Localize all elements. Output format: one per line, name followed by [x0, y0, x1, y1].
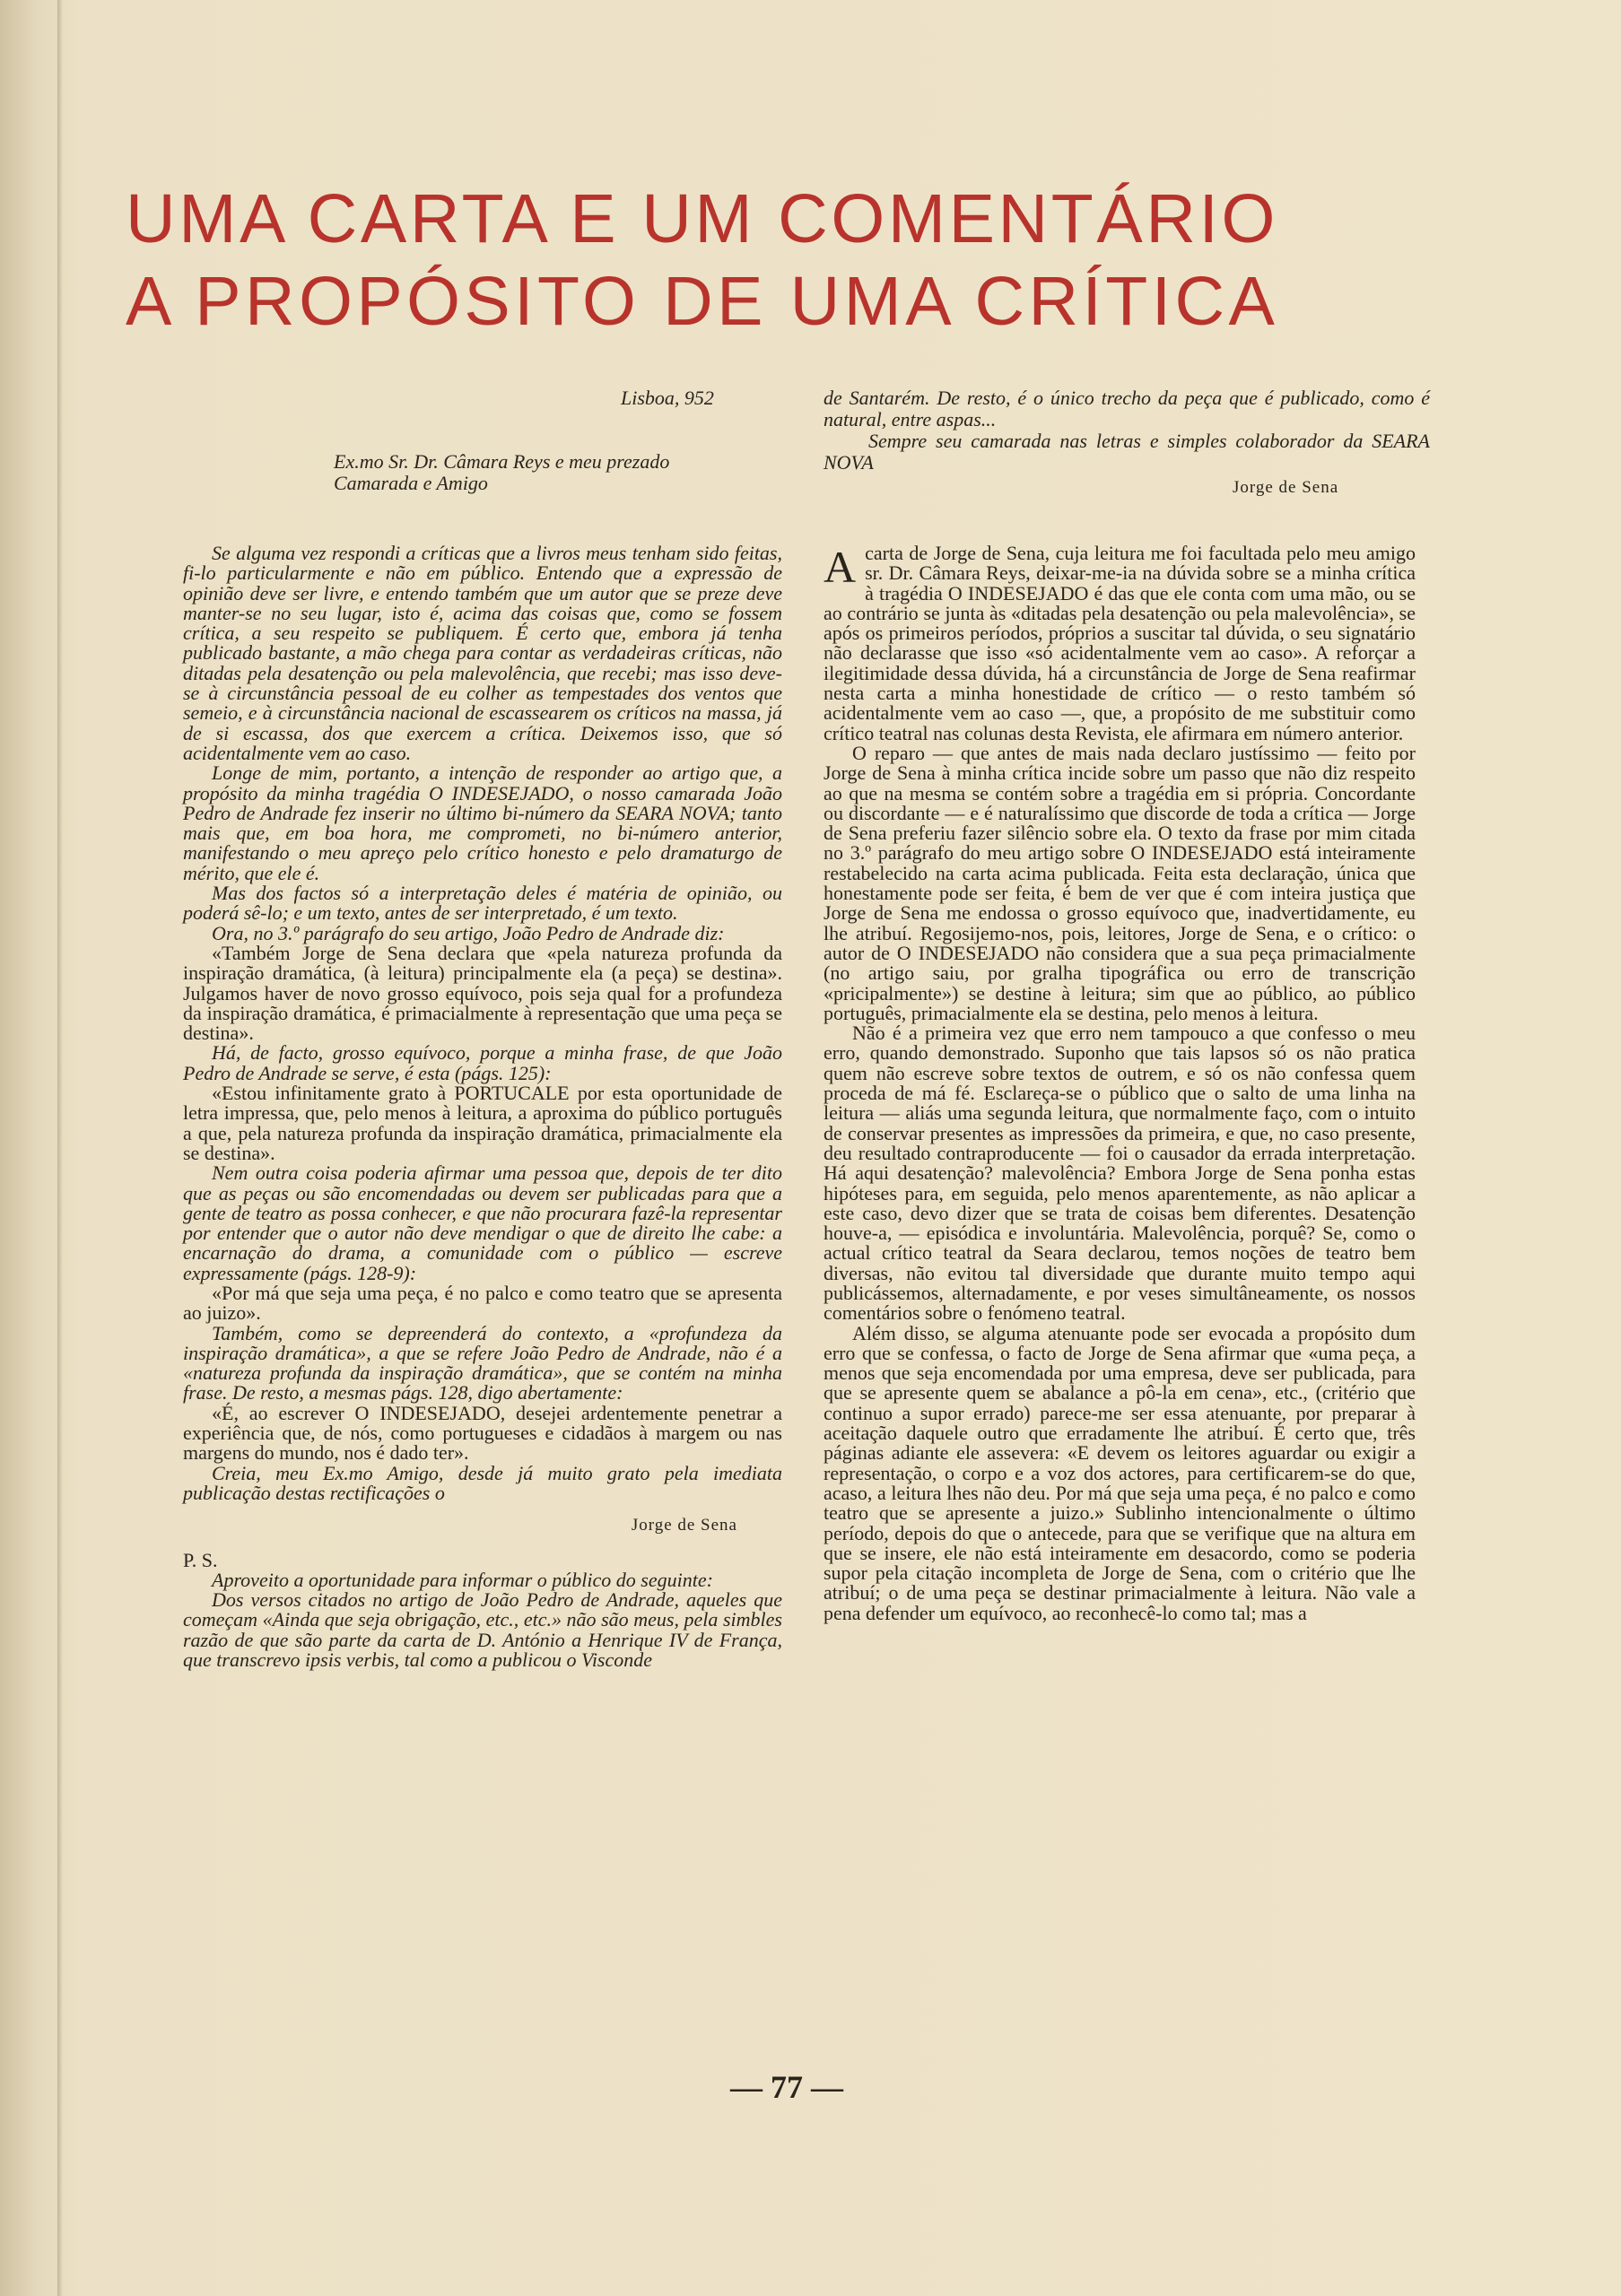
salutation-line-1: Ex.mo Sr. Dr. Câmara Reys e meu prezado: [334, 450, 670, 473]
letter-paragraph: Há, de facto, grosso equívoco, porque a minha frase, de que João Pedro de Andrade se serve, é esta (págs. 125):: [183, 1041, 782, 1084]
binding-gutter: [57, 0, 63, 2296]
letter-signature: Jorge de Sena: [631, 1516, 737, 1535]
letter-paragraph: Ora, no 3.º parágrafo do seu artigo, João Pedro de Andrade diz:: [212, 921, 725, 944]
commentary-column: [824, 544, 1416, 1623]
commentary-paragraph: Além disso, se alguma atenuante pode ser evocada a propósito dum erro que se confessa, o facto de Jorge de Sena afirmar que «uma peça, a menos que seja encomendada por uma empresa, deve ser publicada, para que se apresente quem se abalance a pô-la em cena», etc., (critério que continuo a supor errado) parece-me ser essa atenuante, por preparar à aceitação daquele outro que erradamente lhe atribuí. É certo que, três páginas adiante ele assevera: «E devem os leitores aguardar ou exigir a representação, o corpo e a voz dos actores, para certificarem-se do que, acaso, a leitura lhes não deu. Por má que seja uma peça, é no palco e como teatro que se apresente a juizo.» Sublinho intencionalmente o último período, depois do que o antecede, para que se verifique que na altura em que se insere, ele não está inteiramente em desacordo, como se poderia supor pela citação incompleta de Jorge de Sena, com o critério que lhe atribuí; o de uma peça se destinar primacialmente à leitura. Não vale a pena defender um equívoco, ao reconhecê-lo como tal; mas a: [824, 1321, 1416, 1624]
letter-column: [183, 544, 782, 1670]
letter-paragraph: Nem outra coisa poderia afirmar uma pessoa que, depois de ter dito que as peças ou são encomendadas ou devem ser publicadas para que a gente de teatro as possa conhecer, e que não procurara fazê-la representar por entender que o autor não deve mendigar o que de direito lhe cabe: a encarnação do drama, a comunidade com o público — escreve expressamente (págs. 128-9):: [183, 1161, 782, 1284]
title-line-1: UMA CARTA E UM COMENTÁRIO: [126, 180, 1279, 257]
letter-place-date: Lisboa, 952: [621, 387, 714, 409]
letter-continuation: [824, 387, 1430, 474]
continuation-text: de Santarém. De resto, é o único trecho da peça que é publicado, como é natural, entre aspas...: [824, 387, 1430, 430]
letter-paragraph: Longe de mim, portanto, a intenção de responder ao artigo que, a propósito da minha tragédia O INDESEJADO, o nosso camarada João Pedro de Andrade fez inserir no último bi-número da SEARA NOVA; tanto mais que, em boa hora, me comprometi, no bi-número anterior, manifestando o meu apreço pelo crítico honesto e pelo dramaturgo de mérito, que ele é.: [183, 761, 782, 884]
commentary-paragraph: [824, 544, 1416, 744]
letter-paragraph: Se alguma vez respondi a críticas que a livros meus tenham sido feitas, fi-lo particularmente e não em público. Entendo que a expressão de opinião deve ser livre, e entendo também que um autor que se preze deve manter-se no seu lugar, isto é, acima das coisas que, como se fossem crítica, a seu respeito se publiquem. É certo que, embora já tenha publicado bastante, a mão chega para contar as verdadeiras críticas, não ditadas pela desatenção ou pela malevolência, que recebi; mas isso deve-se à circunstância pessoal de eu colher as tempestades dos ventos que semeio, e à circunstância nacional de escassearem os críticos na massa, já de si escassa, dos que exercem a crítica. Deixemos isso, que só acidentalmente vem ao caso.: [183, 542, 782, 764]
ps-label: P. S.: [183, 1548, 218, 1571]
letter-quote: «É, ao escrever O INDESEJADO, desejei ardentemente penetrar a experiência que, de nós, como portugueses e cidadãos à margem ou nas margens do mundo, nos é dado ter».: [183, 1401, 782, 1465]
commentary-text: carta de Jorge de Sena, cuja leitura me foi facultada pelo meu amigo sr. Dr. Câmara Reys, deixar-me-ia na dúvida sobre se a minha crítica à tragédia O INDESEJADO é das que ele conta com uma mão, ou se ao contrário se junta às «ditadas pela desatenção ou pela malevolência», se após os primeiros períodos, próprios a suscitar tal dúvida, o seu signatário não declarasse que isso «só acidentalmente vem ao caso». A reforçar a ilegitimidade dessa dúvida, há a circunstância de Jorge de Sena reafirmar nesta carta a minha honestidade de crítico — o resto também só acidentalmente vem ao caso —, que, a propósito de me substituir como crítico teatral nas colunas desta Revista, ele afirmara em número anterior.: [824, 542, 1416, 744]
letter-paragraph: Também, como se depreenderá do contexto, a «profundeza da inspiração dramática», a que se refere João Pedro de Andrade, não é a «natureza profunda da inspiração dramática», que se contém na minha frase. De resto, a mesmas págs. 128, digo abertamente:: [183, 1321, 782, 1405]
letter-quote: «Estou infinitamente grato à PORTUCALE por esta oportunidade de letra impressa, que, pelo menos à leitura, a aproxima do público português a que, pela natureza profunda da inspiração dramática, primacialmente ela se destina».: [183, 1082, 782, 1164]
drop-cap: A: [824, 542, 857, 592]
letter-quote: «Também Jorge de Sena declara que «pela natureza profunda da inspiração dramática, (à leitura) principalmente ela (a peça) se destina». Julgamos haver de novo grosso equívoco, pois seja qual for a profundeza da inspiração dramática, é primacialmente à representação que uma peça se destina».: [183, 941, 782, 1045]
commentary-paragraph: O reparo — que antes de mais nada declaro justíssimo — feito por Jorge de Sena à minha crítica incide sobre um passo que não diz respeito ao que na mesma se contém sobre a tragédia em si própria. Concordante ou discordante — e é naturalíssimo que discorde de toda a crítica — Jorge de Sena preferiu fazer silêncio sobre ela. O texto da frase por mim citada no 3.º parágrafo do meu artigo sobre O INDESEJADO está inteiramente restabelecido na carta acima publicada. Feita esta declaração, única que honestamente pode ser feita, é bem de ver que é com inteira justiça que Jorge de Sena me endossa o grosso equívoco que, inadvertidamente, eu lhe atribuí. Regosijemo-nos, pois, leitores, Jorge de Sena, e o crítico: o autor de O INDESEJADO não considera que a sua peça primacialmente (no artigo saiu, por gralha tipográfica ou erro de transcrição «pricipalmente») se destine à leitura; sim que ao público, ao público português, primacialmente ela se destina, pelo menos à leitura.: [824, 741, 1416, 1024]
salutation-line-2: Camarada e Amigo: [334, 472, 488, 494]
ps-paragraph: Dos versos citados no artigo de João Pedro de Andrade, aqueles que começam «Ainda que seja obrigação, etc., etc.» não são meus, pela simbles razão de que são parte da carta de D. António a Henrique IV de França, que transcrevo ipsis verbis, tal como a publicou o Visconde: [183, 1588, 782, 1672]
closing-signature: Jorge de Sena: [1233, 478, 1339, 497]
letter-closing: Sempre seu camarada nas letras e simples colaborador da SEARA NOVA: [824, 430, 1430, 474]
letter-quote: «Por má que seja uma peça, é no palco e como teatro que se apresenta ao juizo».: [183, 1281, 782, 1325]
title-line-2: A PROPÓSITO DE UMA CRÍTICA: [126, 263, 1279, 340]
ps-paragraph: Aproveito a oportunidade para informar o público do seguinte:: [212, 1568, 713, 1591]
article-title: [126, 178, 1471, 343]
letter-paragraph: Creia, meu Ex.mo Amigo, desde já muito grato pela imediata publicação destas rectificações o: [183, 1461, 782, 1504]
commentary-paragraph: Não é a primeira vez que erro nem tampouco a que confesso o meu erro, quando demonstrado. Suponho que tais lapsos só os não pratica quem não escreve sobre textos de outrem, e só os não confessa quem proceda de má fé. Esclareça-se o público que o salto de uma linha na leitura — aliás uma segunda leitura, que normalmente faço, com o intuito de conservar presentes as impressões da primeira, e que, no caso presente, deu resultado contraproducente — foi o causador da errada interpretação. Há aqui desatenção? malevolência? Embora Jorge de Sena ponha estas hipóteses para, em seguida, pelo menos aparentemente, as não aplicar a este caso, devo dizer que se trata de coisas bem diferentes. Desatenção houve-a, — episódica e involuntária. Malevolência, porquê? Se, como o actual crítico teatral da Seara declarou, temos noções de teatro bem diversas, não evitou tal diversidade que durante muito tempo aqui publicássemos, alternadamente, e por veses simultâneamente, os nossos comentários sobre o fenómeno teatral.: [824, 1022, 1416, 1325]
letter-salutation: [334, 451, 782, 494]
page-number: — 77 —: [730, 2069, 843, 2105]
letter-paragraph: Mas dos factos só a interpretação deles é matéria de opinião, ou poderá sê-lo; e um texto, antes de ser interpretado, é um texto.: [183, 882, 782, 925]
